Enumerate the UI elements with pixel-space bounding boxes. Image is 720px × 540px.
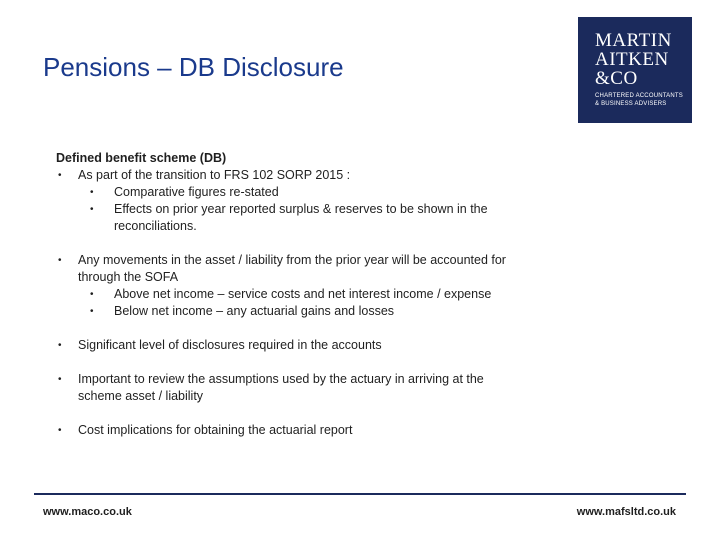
logo-line-2: AITKEN [595, 49, 669, 70]
sub-bullet-text: Comparative figures re-stated [114, 185, 279, 199]
sub-bullet-text: Below net income – any actuarial gains and losses [114, 304, 395, 318]
logo-line-1: MARTIN [595, 30, 672, 51]
slide-body [56, 150, 526, 439]
sub-bullet-item [56, 201, 526, 235]
company-logo [578, 17, 692, 123]
sub-bullet-marker: • [90, 187, 94, 198]
sub-bullet-marker: • [90, 204, 94, 215]
sub-bullet-text: Effects on prior year reported surplus & reserves to be shown in the reconciliations. [114, 202, 488, 233]
footer-divider [34, 493, 686, 495]
bullet-text: Any movements in the asset / liability from the prior year will be accounted for through the SOFA [78, 253, 506, 284]
footer-link-mafsltd[interactable]: www.mafsltd.co.uk [576, 506, 676, 518]
slide-title: Pensions – DB Disclosure [43, 52, 344, 82]
bullet-marker: • [58, 425, 62, 436]
bullet-item [56, 371, 526, 405]
sub-bullet-marker: • [90, 289, 94, 300]
bullet-text: Significant level of disclosures required in the accounts [78, 338, 382, 352]
sub-bullet-item [56, 286, 526, 303]
sub-bullet-item [56, 184, 526, 201]
bullet-marker: • [58, 255, 62, 266]
footer-link-maco[interactable]: www.maco.co.uk [43, 506, 132, 518]
logo-tagline-2: & BUSINESS ADVISERS [595, 101, 667, 107]
sub-bullet-text: Above net income – service costs and net interest income / expense [114, 287, 492, 301]
bullet-item [56, 252, 526, 286]
bullet-item [56, 167, 526, 184]
bullet-text: Cost implications for obtaining the actuarial report [78, 423, 353, 437]
bullet-text: As part of the transition to FRS 102 SORP 2015 : [78, 168, 351, 182]
sub-bullet-item [56, 303, 526, 320]
bullet-item [56, 337, 526, 354]
sub-bullet-marker: • [90, 306, 94, 317]
bullet-item [56, 422, 526, 439]
bullet-marker: • [58, 374, 62, 385]
bullet-text: Important to review the assumptions used by the actuary in arriving at the scheme asset / liability [78, 372, 484, 403]
bullet-marker: • [58, 340, 62, 351]
bullet-marker: • [58, 170, 62, 181]
section-heading: Defined benefit scheme (DB) [56, 151, 227, 165]
logo-line-3: &CO [595, 68, 638, 89]
logo-tagline-1: CHARTERED ACCOUNTANTS [595, 93, 683, 99]
